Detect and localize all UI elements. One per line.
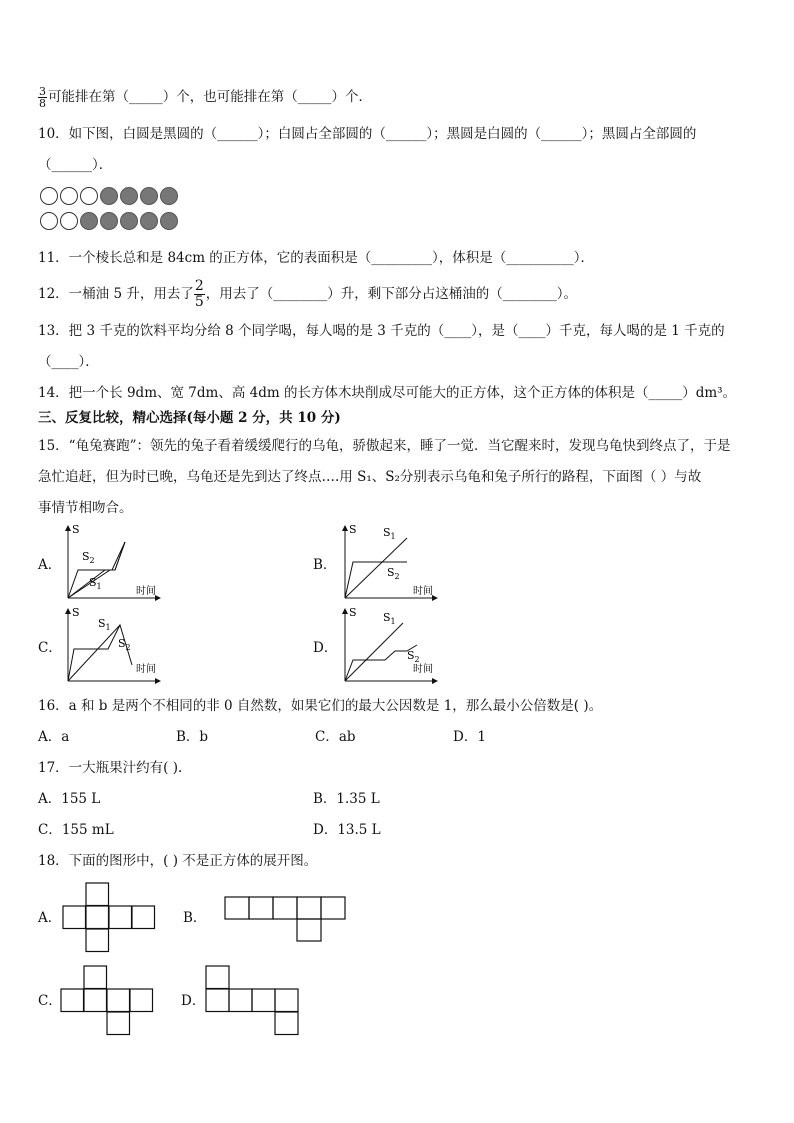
q18-option-b-label[interactable]: B． bbox=[183, 910, 207, 926]
q15-option-b-label: B． bbox=[313, 557, 337, 573]
black-circle bbox=[120, 212, 138, 230]
black-circle bbox=[100, 212, 118, 230]
s2-label: $S_2$ bbox=[118, 637, 131, 652]
q15-line3: 事情节相吻合。 bbox=[38, 500, 133, 516]
white-circle bbox=[40, 187, 58, 205]
s1-label: $S_1$ bbox=[98, 617, 111, 632]
q17-stem: 17．一大瓶果汁约有( ). bbox=[38, 760, 183, 776]
q18-option-a-label[interactable]: A． bbox=[38, 910, 62, 926]
graph-d bbox=[337, 605, 442, 685]
graph-b bbox=[337, 522, 442, 602]
s2-label: $S_2$ bbox=[82, 550, 95, 565]
q14-line: 14．把一个长 9dm、宽 7dm、高 4dm 的长方体木块削成尽可能大的正方体，这个正方体的体积是（_____）dm³。 bbox=[38, 385, 737, 401]
q18-option-c-label[interactable]: C． bbox=[38, 993, 62, 1009]
q15-option-d-label: D． bbox=[313, 640, 338, 656]
black-circle bbox=[160, 187, 178, 205]
q9-tail-line bbox=[38, 86, 372, 109]
q16-option-a[interactable]: A．a bbox=[38, 729, 70, 745]
net-a bbox=[62, 882, 158, 954]
q13-line2: （____）． bbox=[38, 354, 99, 370]
black-circle bbox=[100, 187, 118, 205]
net-d bbox=[205, 965, 305, 1037]
q16-option-c[interactable]: C．ab bbox=[315, 729, 356, 745]
axis-y-label: S bbox=[72, 523, 80, 536]
q9-text-b: ）个，也可能排在第（ bbox=[162, 89, 298, 105]
q9-text-a: 可能排在第（ bbox=[48, 89, 129, 105]
q13-line1: 13．把 3 千克的饮料平均分给 8 个同学喝，每人喝的是 3 千克的（____），是（____）千克，每人喝的是 1 千克的 bbox=[38, 323, 725, 339]
s2-label: $S_2$ bbox=[387, 566, 400, 581]
black-circle bbox=[120, 187, 138, 205]
s1-line bbox=[68, 625, 120, 681]
circle-row-1 bbox=[40, 187, 180, 207]
q9-text-c: ）个． bbox=[331, 89, 372, 105]
axis-y-label: S bbox=[72, 606, 80, 619]
black-circle bbox=[140, 187, 158, 205]
net-c bbox=[60, 965, 156, 1037]
white-circle bbox=[40, 212, 58, 230]
q11-line: 11．一个棱长总和是 84cm 的正方体，它的表面积是（_________），体积是（__________）． bbox=[38, 250, 595, 266]
black-circle bbox=[80, 212, 98, 230]
s1-label: $S_1$ bbox=[383, 526, 396, 541]
axis-y-label: S bbox=[349, 606, 357, 619]
white-circle bbox=[60, 187, 78, 205]
white-circle bbox=[80, 187, 98, 205]
axis-x-label: 时间 bbox=[136, 664, 156, 675]
axis-y-label: S bbox=[349, 523, 357, 536]
axis-x-label: 时间 bbox=[413, 664, 433, 675]
graph-a bbox=[60, 522, 165, 602]
fraction-three-eighths: $\frac{3}{8}$ bbox=[39, 85, 46, 110]
graph-c bbox=[60, 605, 165, 685]
q18-stem: 18．下面的图形中，( ) 不是正方体的展开图。 bbox=[38, 853, 318, 869]
q12-post: ，用去了（________）升，剩下部分占这桶油的（________）。 bbox=[205, 286, 578, 302]
s1-label: $S_1$ bbox=[383, 611, 396, 626]
s1-label: $S_1$ bbox=[89, 576, 102, 591]
q9-blank-a: _____ bbox=[129, 89, 163, 105]
s2-label: $S_2$ bbox=[407, 649, 420, 664]
q15-option-c-label: C． bbox=[38, 640, 62, 656]
q16-option-b[interactable]: B．b bbox=[176, 729, 209, 745]
section-3-heading: 三、反复比较，精心选择(每小题 2 分，共 10 分) bbox=[38, 410, 341, 426]
q18-option-d-label[interactable]: D． bbox=[181, 993, 206, 1009]
q15-option-a-label: A． bbox=[38, 557, 62, 573]
q9-blank-b: _____ bbox=[297, 89, 332, 105]
q10-line2: （______）． bbox=[38, 157, 113, 173]
q16-option-d[interactable]: D．1 bbox=[453, 729, 486, 745]
s2-line bbox=[68, 625, 132, 681]
net-b bbox=[224, 896, 348, 944]
axis-x-label: 时间 bbox=[136, 586, 156, 597]
q17-option-a[interactable]: A．155 L bbox=[38, 791, 101, 807]
q15-line2: 急忙追赶，但为时已晚，乌龟还是先到达了终点….用 S₁、S₂分别表示乌龟和兔子所行的路程，下面图（ ）与故 bbox=[38, 469, 702, 485]
q17-option-d[interactable]: D．13.5 L bbox=[313, 822, 381, 838]
circle-row-2 bbox=[40, 212, 180, 232]
axis-x-label: 时间 bbox=[413, 586, 433, 597]
black-circle bbox=[140, 212, 158, 230]
q16-stem: 16．a 和 b 是两个不相同的非 0 自然数，如果它们的最大公因数是 1，那么最小公倍数是( )。 bbox=[38, 698, 603, 714]
s1-line bbox=[345, 538, 407, 598]
q12-line bbox=[38, 279, 577, 310]
q15-line1: 15．“龟兔赛跑”：领先的兔子看着缓缓爬行的乌龟，骄傲起来，睡了一觉．当它醒来时，发现乌龟快到终点了，于是 bbox=[38, 438, 731, 454]
black-circle bbox=[160, 212, 178, 230]
white-circle bbox=[60, 212, 78, 230]
q12-pre: 12．一桶油 5 升，用去了 bbox=[38, 286, 194, 302]
q10-line1: 10．如下图，白圆是黑圆的（______）；白圆占全部圆的（______）；黑圆是白圆的（______）；黑圆占全部圆的 bbox=[38, 126, 697, 142]
q17-option-c[interactable]: C．155 mL bbox=[38, 822, 114, 838]
q17-option-b[interactable]: B．1.35 L bbox=[313, 791, 380, 807]
fraction-two-fifths: $\frac{2}{5}$ bbox=[194, 278, 204, 310]
